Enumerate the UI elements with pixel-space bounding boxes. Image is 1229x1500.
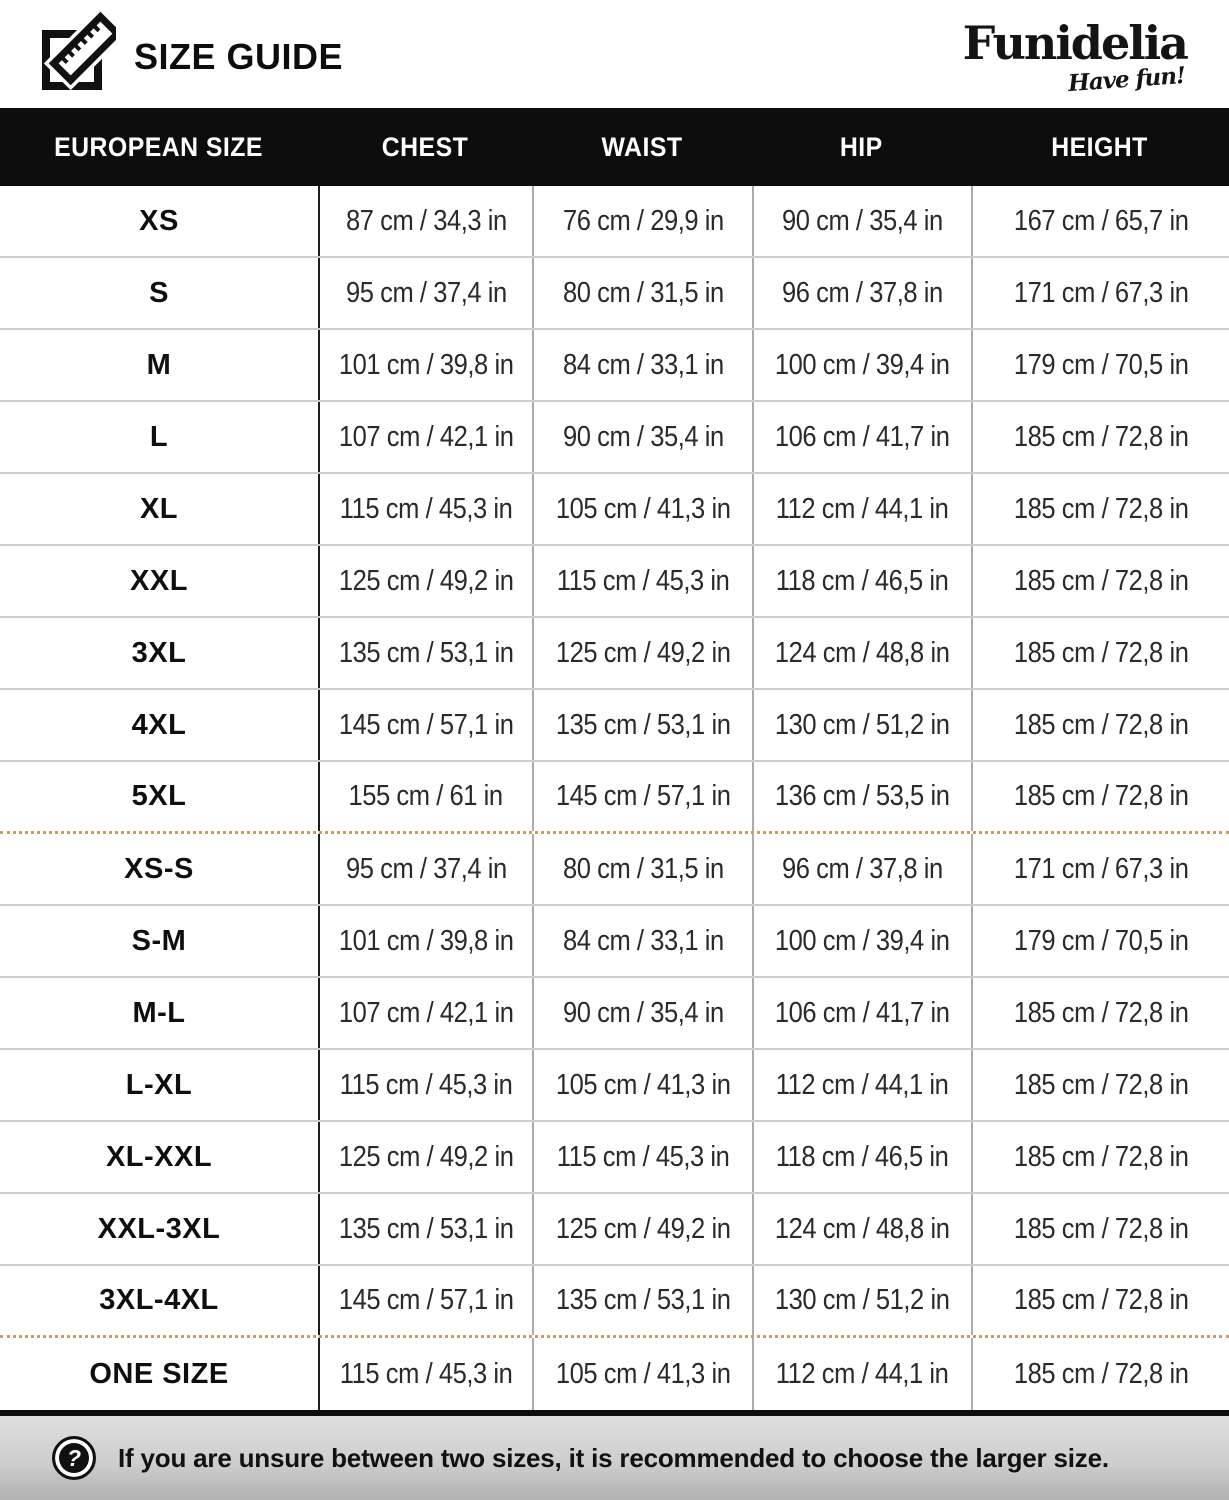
size-label-cell: S <box>149 276 169 309</box>
chest-cell: 107 cm / 42,1 in <box>318 978 532 1048</box>
hip-cell: 96 cm / 37,8 in <box>752 834 971 904</box>
table-row <box>0 330 1229 402</box>
size-label-cell: M <box>146 348 172 381</box>
hip-cell: 96 cm / 37,8 in <box>752 258 971 328</box>
column-header-waist: WAIST <box>601 131 683 162</box>
size-label-cell: M-L <box>132 996 186 1029</box>
page-header <box>0 0 1229 108</box>
chest-cell: 87 cm / 34,3 in <box>318 186 532 256</box>
size-label-cell: XL <box>139 492 179 525</box>
hip-cell: 130 cm / 51,2 in <box>752 1266 971 1335</box>
height-cell: 185 cm / 72,8 in <box>971 978 1229 1048</box>
waist-cell: 125 cm / 49,2 in <box>532 1194 752 1264</box>
height-cell: 185 cm / 72,8 in <box>971 474 1229 544</box>
hip-cell: 118 cm / 46,5 in <box>752 1122 971 1192</box>
table-row <box>0 1050 1229 1122</box>
table-row <box>0 762 1229 834</box>
chest-cell: 135 cm / 53,1 in <box>318 618 532 688</box>
height-cell: 171 cm / 67,3 in <box>971 834 1229 904</box>
size-label-cell: L <box>149 420 169 453</box>
size-label-cell: ONE SIZE <box>89 1357 229 1390</box>
waist-cell: 105 cm / 41,3 in <box>532 1050 752 1120</box>
column-header-hip: HIP <box>840 131 883 162</box>
height-cell: 185 cm / 72,8 in <box>971 546 1229 616</box>
hip-cell: 118 cm / 46,5 in <box>752 546 971 616</box>
footer-note-text: If you are unsure between two sizes, it is recommended to choose the larger size. <box>118 1442 1109 1473</box>
hip-cell: 130 cm / 51,2 in <box>752 690 971 760</box>
waist-cell: 145 cm / 57,1 in <box>532 762 752 831</box>
waist-cell: 90 cm / 35,4 in <box>532 402 752 472</box>
chest-cell: 155 cm / 61 in <box>318 762 532 831</box>
chest-cell: 125 cm / 49,2 in <box>318 1122 532 1192</box>
height-cell: 171 cm / 67,3 in <box>971 258 1229 328</box>
table-body <box>0 186 1229 1410</box>
hip-cell: 106 cm / 41,7 in <box>752 978 971 1048</box>
chest-cell: 115 cm / 45,3 in <box>318 474 532 544</box>
footer-note-bar <box>0 1416 1229 1500</box>
waist-cell: 105 cm / 41,3 in <box>532 474 752 544</box>
chest-cell: 145 cm / 57,1 in <box>318 1266 532 1335</box>
chest-cell: 115 cm / 45,3 in <box>318 1338 532 1410</box>
height-cell: 185 cm / 72,8 in <box>971 1050 1229 1120</box>
size-guide-table <box>0 108 1229 1416</box>
table-row <box>0 978 1229 1050</box>
hip-cell: 112 cm / 44,1 in <box>752 1338 971 1410</box>
waist-cell: 80 cm / 31,5 in <box>532 258 752 328</box>
table-header-row <box>0 108 1229 186</box>
hip-cell: 112 cm / 44,1 in <box>752 1050 971 1120</box>
height-cell: 185 cm / 72,8 in <box>971 690 1229 760</box>
hip-cell: 136 cm / 53,5 in <box>752 762 971 831</box>
height-cell: 185 cm / 72,8 in <box>971 618 1229 688</box>
size-label-cell: XXL <box>130 564 188 597</box>
size-label-cell: L-XL <box>125 1068 193 1101</box>
chest-cell: 101 cm / 39,8 in <box>318 330 532 400</box>
table-row <box>0 1266 1229 1338</box>
hip-cell: 106 cm / 41,7 in <box>752 402 971 472</box>
height-cell: 185 cm / 72,8 in <box>971 1122 1229 1192</box>
height-cell: 167 cm / 65,7 in <box>971 186 1229 256</box>
hip-cell: 100 cm / 39,4 in <box>752 906 971 976</box>
column-header-chest: CHEST <box>381 131 469 162</box>
waist-cell: 80 cm / 31,5 in <box>532 834 752 904</box>
table-row <box>0 1338 1229 1410</box>
chest-cell: 101 cm / 39,8 in <box>318 906 532 976</box>
waist-cell: 135 cm / 53,1 in <box>532 690 752 760</box>
height-cell: 185 cm / 72,8 in <box>971 1338 1229 1410</box>
height-cell: 185 cm / 72,8 in <box>971 1266 1229 1335</box>
size-label-cell: 3XL <box>131 636 187 669</box>
table-row <box>0 186 1229 258</box>
hip-cell: 124 cm / 48,8 in <box>752 618 971 688</box>
hip-cell: 112 cm / 44,1 in <box>752 474 971 544</box>
title-group <box>38 8 343 100</box>
height-cell: 179 cm / 70,5 in <box>971 330 1229 400</box>
table-row <box>0 690 1229 762</box>
height-cell: 185 cm / 72,8 in <box>971 762 1229 831</box>
hip-cell: 100 cm / 39,4 in <box>752 330 971 400</box>
table-row <box>0 906 1229 978</box>
height-cell: 179 cm / 70,5 in <box>971 906 1229 976</box>
waist-cell: 90 cm / 35,4 in <box>532 978 752 1048</box>
size-label-cell: 4XL <box>131 708 187 741</box>
chest-cell: 107 cm / 42,1 in <box>318 402 532 472</box>
size-label-cell: 3XL-4XL <box>99 1284 219 1316</box>
page-title: SIZE GUIDE <box>134 36 344 77</box>
question-mark-icon: ? <box>52 1436 96 1480</box>
size-label-cell: XXL-3XL <box>97 1212 221 1245</box>
chest-cell: 125 cm / 49,2 in <box>318 546 532 616</box>
table-row <box>0 618 1229 690</box>
waist-cell: 115 cm / 45,3 in <box>532 546 752 616</box>
table-row <box>0 474 1229 546</box>
chest-cell: 145 cm / 57,1 in <box>318 690 532 760</box>
waist-cell: 125 cm / 49,2 in <box>532 618 752 688</box>
table-row <box>0 258 1229 330</box>
waist-cell: 135 cm / 53,1 in <box>532 1266 752 1335</box>
chest-cell: 135 cm / 53,1 in <box>318 1194 532 1264</box>
height-cell: 185 cm / 72,8 in <box>971 1194 1229 1264</box>
brand-name: Funidelia <box>962 15 1187 70</box>
chest-cell: 115 cm / 45,3 in <box>318 1050 532 1120</box>
waist-cell: 115 cm / 45,3 in <box>532 1122 752 1192</box>
table-row <box>0 834 1229 906</box>
waist-cell: 84 cm / 33,1 in <box>532 906 752 976</box>
table-row <box>0 1122 1229 1194</box>
table-row <box>0 402 1229 474</box>
size-label-cell: S-M <box>131 924 187 957</box>
waist-cell: 105 cm / 41,3 in <box>532 1338 752 1410</box>
size-label-cell: XS <box>139 204 179 237</box>
table-row <box>0 546 1229 618</box>
waist-cell: 76 cm / 29,9 in <box>532 186 752 256</box>
ruler-square-icon <box>38 8 116 100</box>
size-label-cell: XS-S <box>124 852 194 885</box>
size-label-cell: 5XL <box>131 780 187 812</box>
height-cell: 185 cm / 72,8 in <box>971 402 1229 472</box>
column-header-height: HEIGHT <box>1051 131 1149 162</box>
chest-cell: 95 cm / 37,4 in <box>318 258 532 328</box>
table-row <box>0 1194 1229 1266</box>
hip-cell: 124 cm / 48,8 in <box>752 1194 971 1264</box>
brand-logo <box>962 15 1187 97</box>
column-header-european-size: EUROPEAN SIZE <box>54 131 264 162</box>
chest-cell: 95 cm / 37,4 in <box>318 834 532 904</box>
waist-cell: 84 cm / 33,1 in <box>532 330 752 400</box>
hip-cell: 90 cm / 35,4 in <box>752 186 971 256</box>
brand-tagline: Have fun! <box>1067 61 1186 97</box>
size-label-cell: XL-XXL <box>105 1140 213 1173</box>
